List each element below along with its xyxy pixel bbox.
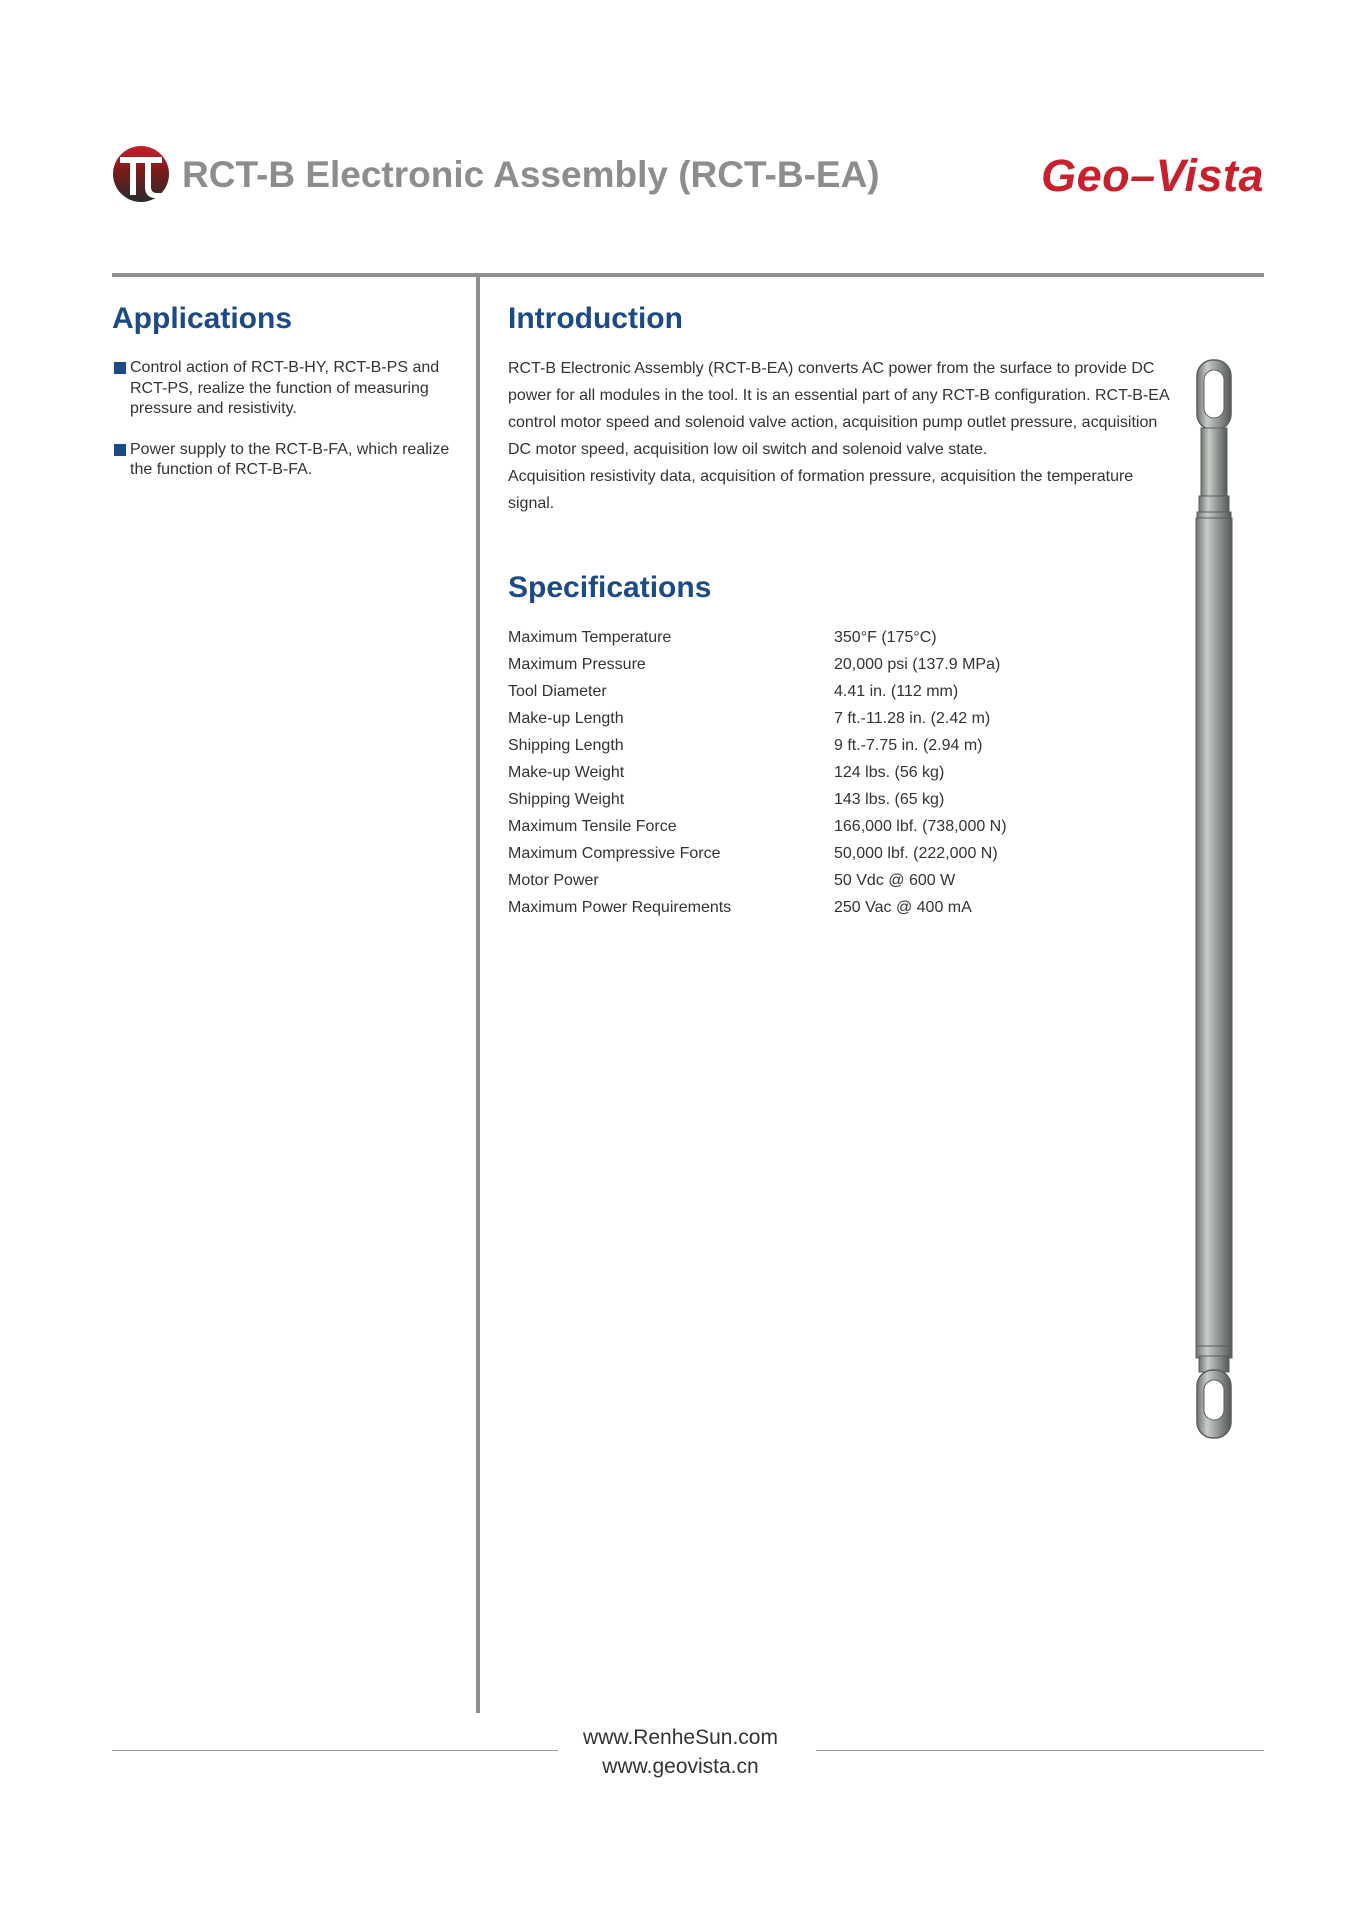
table-row [508, 624, 1007, 651]
spec-label: Maximum Compressive Force [508, 844, 721, 862]
application-text: Control action of RCT-B-HY, RCT-B-PS and RCT-PS, realize the function of measuring pressure and resistivity. [130, 359, 440, 417]
intro-paragraph: Acquisition resistivity data, acquisition of formation pressure, acquisition the temperature signal. [508, 468, 1134, 512]
table-row [508, 705, 1007, 732]
tool-illustration [1188, 356, 1240, 1441]
spec-label: Maximum Temperature [508, 628, 672, 646]
spec-value: 20,000 psi (137.9 MPa) [834, 655, 1001, 673]
table-row [508, 867, 1007, 894]
spec-label: Make-up Length [508, 709, 624, 727]
table-row [508, 894, 1007, 921]
document-title: RCT-B Electronic Assembly (RCT-B-EA) [182, 154, 880, 195]
introduction-body [508, 355, 1180, 517]
table-row [508, 732, 1007, 759]
spec-label: Maximum Pressure [508, 655, 646, 673]
header-divider [112, 273, 1264, 277]
spec-value: 4.41 in. (112 mm) [834, 682, 959, 700]
intro-paragraph: RCT-B Electronic Assembly (RCT-B-EA) converts AC power from the surface to provide DC power for all modules in the tool. It is an essential part of any RCT-B configuration. RCT-B-EA control motor speed and solenoid valve action, acquisition pump outlet pressure, acquisition DC motor speed, acquisition low oil switch and solenoid valve state. [508, 360, 1169, 458]
table-row [508, 759, 1007, 786]
renhesun-logo-icon [112, 143, 170, 205]
spec-label: Shipping Weight [508, 790, 625, 808]
list-item [112, 440, 452, 481]
spec-label: Shipping Length [508, 736, 624, 754]
spec-value: 50,000 lbf. (222,000 N) [834, 844, 998, 862]
table-row [508, 813, 1007, 840]
specifications-heading: Specifications [508, 571, 712, 604]
table-row [508, 651, 1007, 678]
page-footer [0, 1723, 1361, 1781]
spec-value: 166,000 lbf. (738,000 N) [834, 817, 1007, 835]
spec-label: Maximum Power Requirements [508, 898, 732, 916]
spec-value: 124 lbs. (56 kg) [834, 763, 945, 781]
square-bullet-icon [114, 444, 126, 456]
applications-heading: Applications [112, 302, 293, 335]
spec-value: 7 ft.-11.28 in. (2.42 m) [834, 709, 991, 727]
geovista-logo: Geo–Vista [1041, 150, 1264, 201]
spec-label: Motor Power [508, 871, 599, 889]
spec-label: Tool Diameter [508, 682, 607, 700]
specifications-table [508, 624, 1007, 921]
table-row [508, 786, 1007, 813]
introduction-heading: Introduction [508, 302, 683, 335]
spec-value: 50 Vdc @ 600 W [834, 871, 956, 889]
spec-value: 350°F (175°C) [834, 628, 937, 646]
table-row [508, 678, 1007, 705]
column-divider [476, 275, 480, 1713]
list-item [112, 358, 452, 420]
application-text: Power supply to the RCT-B-FA, which realize the function of RCT-B-FA. [130, 440, 450, 478]
spec-label: Maximum Tensile Force [508, 817, 677, 835]
spec-value: 143 lbs. (65 kg) [834, 790, 945, 808]
applications-list [112, 358, 452, 501]
table-row [508, 840, 1007, 867]
footer-link-renhesun[interactable]: www.RenheSun.com [583, 1726, 778, 1749]
square-bullet-icon [114, 362, 126, 374]
footer-link-geovista[interactable]: www.geovista.cn [602, 1755, 759, 1778]
spec-label: Make-up Weight [508, 763, 625, 781]
page-header [112, 140, 1264, 210]
spec-value: 9 ft.-7.75 in. (2.94 m) [834, 736, 983, 754]
spec-value: 250 Vac @ 400 mA [834, 898, 972, 916]
